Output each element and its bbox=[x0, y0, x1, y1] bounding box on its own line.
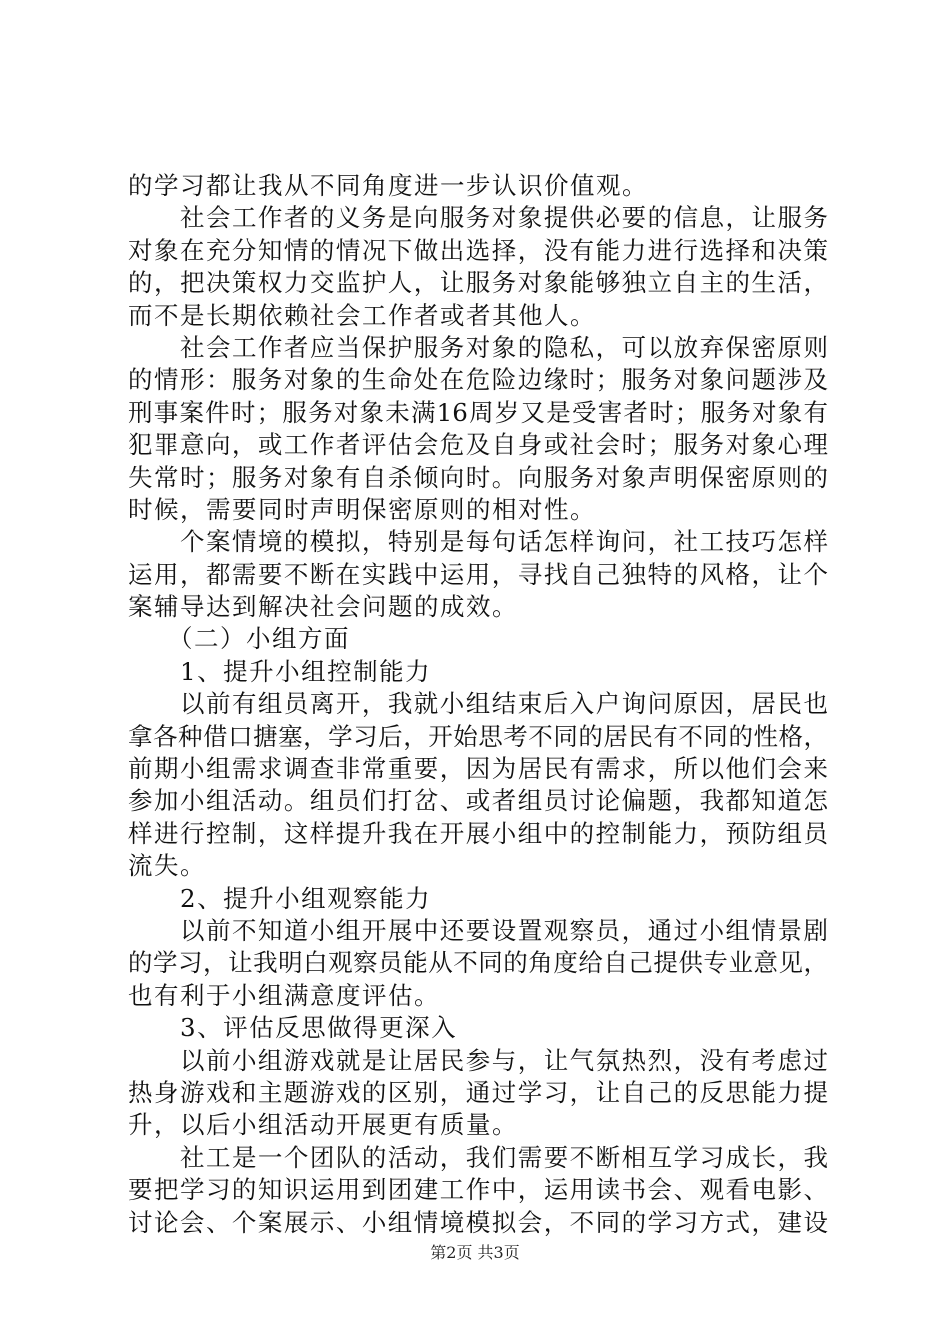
text-line: 升，以后小组活动开展更有质量。 bbox=[128, 1110, 518, 1140]
text-line: 也有利于小组满意度评估。 bbox=[128, 980, 440, 1010]
text-line: 社会工作者的义务是向服务对象提供必要的信息，让服务 bbox=[180, 203, 828, 233]
text-line: 社工是一个团队的活动，我们需要不断相互学习成长，我 bbox=[180, 1142, 828, 1172]
text-line: 对象在充分知情的情况下做出选择，没有能力进行选择和决策 bbox=[128, 235, 828, 265]
text-line: 的，把决策权力交监护人，让服务对象能够独立自主的生活， bbox=[128, 268, 828, 298]
text-line: 社会工作者应当保护服务对象的隐私，可以放弃保密原则 bbox=[180, 332, 828, 362]
section-heading: （二）小组方面 bbox=[168, 624, 350, 654]
subsection-heading: 2、提升小组观察能力 bbox=[180, 883, 432, 913]
text-line: 刑事案件时；服务对象未满16周岁又是受害者时；服务对象有 bbox=[128, 397, 828, 427]
subsection-heading: 1、提升小组控制能力 bbox=[180, 656, 432, 686]
text-line: 个案情境的模拟，特别是每句话怎样询问，社工技巧怎样 bbox=[180, 527, 828, 557]
text-line: 时候，需要同时声明保密原则的相对性。 bbox=[128, 494, 596, 524]
text-line: 运用，都需要不断在实践中运用，寻找自己独特的风格，让个 bbox=[128, 559, 828, 589]
text-line: 前期小组需求调查非常重要，因为居民有需求，所以他们会来 bbox=[128, 754, 828, 784]
page-number-footer: 第2页 共3页 bbox=[430, 1243, 520, 1262]
text-line: 热身游戏和主题游戏的区别，通过学习，让自己的反思能力提 bbox=[128, 1077, 828, 1107]
text-line: 的学习，让我明白观察员能从不同的角度给自己提供专业意见， bbox=[128, 948, 828, 978]
text-line: 讨论会、个案展示、小组情境模拟会，不同的学习方式，建设 bbox=[128, 1207, 828, 1237]
text-line: 流失。 bbox=[128, 851, 206, 881]
text-line: 样进行控制，这样提升我在开展小组中的控制能力，预防组员 bbox=[128, 818, 828, 848]
document-body bbox=[128, 170, 828, 1239]
text-line: 以前有组员离开，我就小组结束后入户询问原因，居民也 bbox=[180, 689, 828, 719]
text-line: 案辅导达到解决社会问题的成效。 bbox=[128, 592, 518, 622]
text-line: 拿各种借口搪塞，学习后，开始思考不同的居民有不同的性格， bbox=[128, 721, 828, 751]
text-line: 失常时；服务对象有自杀倾向时。向服务对象声明保密原则的 bbox=[128, 462, 828, 492]
text-line: 参加小组活动。组员们打岔、或者组员讨论偏题，我都知道怎 bbox=[128, 786, 828, 816]
text-line: 以前小组游戏就是让居民参与，让气氛热烈，没有考虑过 bbox=[180, 1045, 828, 1075]
text-line: 以前不知道小组开展中还要设置观察员，通过小组情景剧 bbox=[180, 915, 828, 945]
text-line: 要把学习的知识运用到团建工作中，运用读书会、观看电影、 bbox=[128, 1175, 828, 1205]
text-line: 而不是长期依赖社会工作者或者其他人。 bbox=[128, 300, 596, 330]
text-line: 的情形：服务对象的生命处在危险边缘时；服务对象问题涉及 bbox=[128, 365, 828, 395]
text-line: 的学习都让我从不同角度进一步认识价值观。 bbox=[128, 171, 648, 200]
subsection-heading: 3、评估反思做得更深入 bbox=[180, 1013, 458, 1043]
text-line: 犯罪意向，或工作者评估会危及自身或社会时；服务对象心理 bbox=[128, 430, 828, 460]
